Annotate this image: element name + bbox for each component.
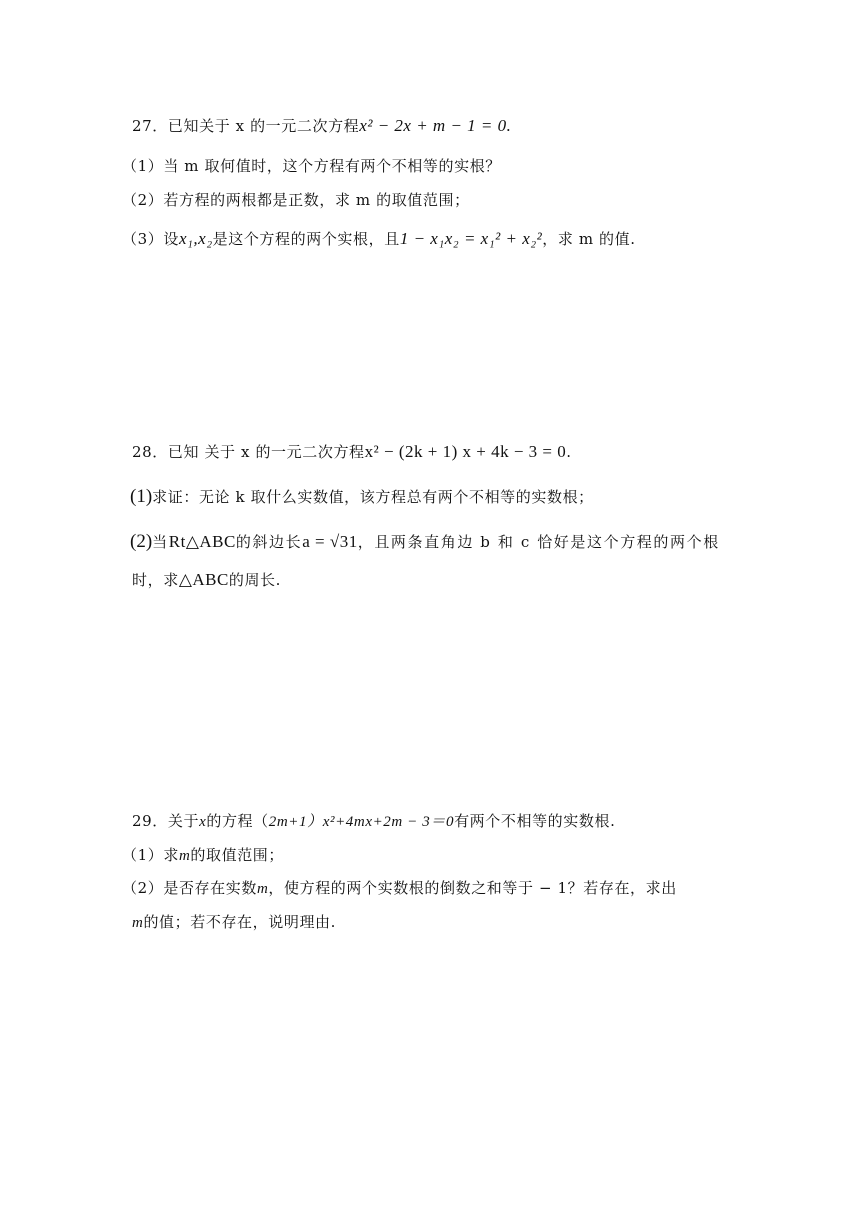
q29-part1-m: m: [178, 848, 191, 864]
q29-stem-a: 关于: [167, 812, 200, 830]
q28-part1: [130, 485, 594, 509]
q28-part2-end: 的周长.: [228, 571, 282, 589]
q29-equation: 2m+1）x²+4mx+2m − 3＝0: [268, 814, 455, 830]
q28-part2-line1: [130, 530, 720, 554]
q28-stem-text: 已知 关于 x 的一元二次方程: [167, 443, 365, 461]
q29-stem-c: 有两个不相等的实数根.: [454, 812, 616, 830]
q27-part3-mid: 是这个方程的两个实根，且: [212, 230, 400, 248]
q29-part2-c: 的值；若不存在，说明理由.: [143, 913, 337, 931]
q27-part3-prefix: （3）设: [122, 230, 179, 248]
q27-part2: （2）若方程的两根都是正数，求 m 的取值范围；: [122, 191, 470, 209]
q28-stem: [132, 440, 572, 464]
q28-part2-triangle2: △ABC: [178, 570, 229, 589]
q29-part1-b: 的取值范围；: [190, 846, 284, 864]
q27-part3-equation: 1 − x₁x₂ = x₁² + x₂²: [399, 229, 543, 248]
q29-part2-a: （2）是否存在实数: [122, 879, 257, 897]
q29-stem-x: x: [199, 814, 207, 830]
q28-equation: x² − (2k + 1) x + 4k − 3 = 0: [364, 442, 567, 461]
q29-number: 29．: [132, 812, 168, 830]
q27-stem-text: 已知关于 x 的一元二次方程: [167, 117, 360, 135]
q29-part2-b: ，使方程的两个实数根的倒数之和等于 − 1？若存在，求出: [268, 879, 677, 897]
q29-part2-line2: [132, 910, 336, 935]
q28-number: 28．: [132, 443, 168, 461]
q28-equation-end: .: [566, 443, 572, 461]
q28-part1-text: 求证：无论 k 取什么实数值，该方程总有两个不相等的实数根；: [152, 488, 594, 506]
q29-part2-m: m: [256, 881, 269, 897]
q29-part2-m2: m: [132, 915, 144, 931]
q27-part3-vars: x₁,x₂: [178, 229, 213, 248]
q29-stem: [132, 809, 615, 834]
q28-part2-text: ，且两条直角边 b 和 c 恰好是这个方程的两个根: [357, 533, 720, 551]
q28-part2-hypotenuse: a = √31: [302, 532, 358, 551]
q29-stem-b: 的方程（: [206, 812, 269, 830]
q27-part3-suffix: ，求 m 的值.: [542, 230, 636, 248]
q29-part1-a: （1）求: [122, 846, 179, 864]
q27-stem: [132, 114, 511, 138]
q27-equation: x² − 2x + m − 1 = 0.: [359, 116, 512, 135]
q28-part2-label: (2): [130, 531, 153, 552]
q28-part2-triangle: Rt△ABC: [168, 532, 236, 551]
q29-part2: [122, 876, 677, 901]
q27-part3: [122, 227, 636, 251]
q28-part2-mid: 的斜边长: [235, 533, 303, 551]
q29-part1: [122, 843, 284, 868]
q28-part1-label: (1): [130, 486, 153, 507]
q28-part2-line2: [132, 568, 281, 592]
q27-number: 27．: [132, 117, 168, 135]
q28-part2-cont: 时，求: [132, 571, 179, 589]
q28-part2-prefix: 当: [152, 533, 169, 551]
q27-part1: （1）当 m 取何值时，这个方程有两个不相等的实根？: [122, 157, 501, 175]
